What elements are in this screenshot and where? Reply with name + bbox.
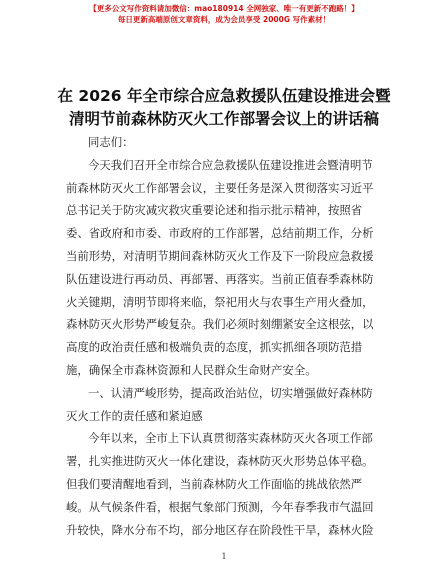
body-line: 委、省政府和市委、市政府的工作部署，总结前期工作，分析 (66, 226, 374, 241)
body-line: 高度的政治责任感和极端负责的态度，抓实抓细各项防范措 (66, 340, 363, 355)
body-line: 今天我们召开全市综合应急救援队伍建设推进会暨清明节 (88, 157, 373, 172)
body-line: 一、认清严峻形势，提高政治站位，切实增强做好森林防 (88, 385, 373, 400)
promo-line-1: 【更多公文写作资料请加微信：mao180914 全网独家、唯一有更新不跑路！】 (89, 4, 359, 13)
title-line-1: 在 2026 年全市综合应急救援队伍建设推进会暨 (57, 87, 391, 105)
body-line: 总书记关于防灾减灾救灾重要论述和指示批示精神，按照省 (66, 203, 363, 218)
body-line: 前森林防灭火工作部署会议，主要任务是深入贯彻落实习近平 (66, 180, 374, 195)
body-line: 森林防灭火形势严峻复杂。我们必须时刻绷紧安全这根弦，以 (66, 317, 374, 332)
body-line: 施，确保全市森林资源和人民群众生命财产安全。 (66, 362, 317, 377)
page-number: 1 (221, 552, 227, 561)
body-line: 灭火工作的责任感和紧迫感 (66, 408, 203, 423)
document-title (0, 85, 448, 131)
promo-line-2: 每日更新高端原创文章资料，成为会员享受 2000G 写作素材！ (117, 15, 331, 24)
promo-banner (0, 3, 448, 25)
body-text (66, 154, 386, 542)
document-body (66, 131, 386, 541)
body-line: 队伍建设进行再动员、再部署、再落实。当前正值春季森林防 (66, 271, 374, 286)
body-line: 升较快，降水分布不均，部分地区存在阶段性干旱，森林火险 (66, 522, 374, 537)
body-line: 峻。从气候条件看，根据气象部门预测，今年春季我市气温回 (66, 499, 374, 514)
title-line-2: 清明节前森林防灭火工作部署会议上的讲话稿 (68, 110, 379, 128)
salutation: 同志们： (88, 135, 134, 149)
body-line: 但我们要清醒地看到，当前森林防火工作面临的挑战依然严 (66, 476, 363, 491)
body-line: 今年以来，全市上下认真贯彻落实森林防灭火各项工作部 (88, 431, 373, 446)
body-line: 火关键期，清明节即将来临，祭祀用火与农事生产用火叠加， (66, 294, 374, 309)
body-line: 署，扎实推进防灭火一体化建设，森林防灭火形势总体平稳。 (66, 454, 374, 469)
body-line: 当前形势，对清明节期间森林防灭火工作及下一阶段应急救援 (66, 248, 374, 263)
